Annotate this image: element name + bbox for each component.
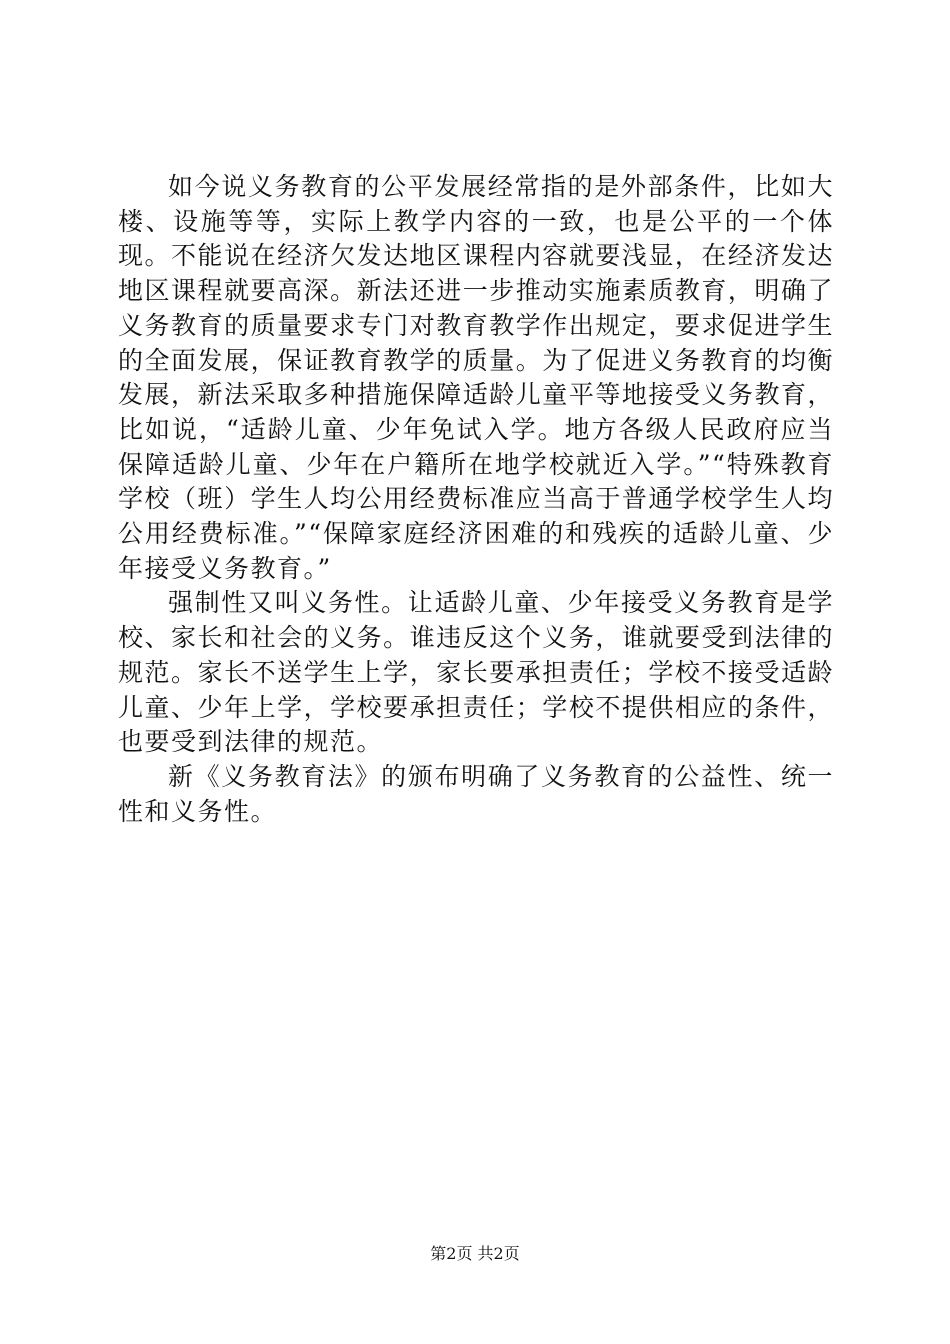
paragraph-2: 强制性又叫义务性。让适龄儿童、少年接受义务教育是学校、家长和社会的义务。谁违反这个义务，谁就要受到法律的规范。家长不送学生上学，家长要承担责任；学校不接受适龄儿童、少年上学，学校要承担责任；学校不提供相应的条件，也要受到法律的规范。 [118,588,834,757]
paragraph-3: 新《义务教育法》的颁布明确了义务教育的公益性、统一性和义务性。 [118,761,834,826]
document-body [118,170,834,829]
paragraph-1: 如今说义务教育的公平发展经常指的是外部条件，比如大楼、设施等等，实际上教学内容的一致，也是公平的一个体现。不能说在经济欠发达地区课程内容就要浅显，在经济发达地区课程就要高深。新法还进一步推动实施素质教育，明确了义务教育的质量要求专门对教育教学作出规定，要求促进学生的全面发展，保证教育教学的质量。为了促进义务教育的均衡发展，新法采取多种措施保障适龄儿童平等地接受义务教育，比如说，“适龄儿童、少年免试入学。地方各级人民政府应当保障适龄儿童、少年在户籍所在地学校就近入学。”“特殊教育学校（班）学生人均公用经费标准应当高于普通学校学生人均公用经费标准。”“保障家庭经济困难的和残疾的适龄儿童、少年接受义务教育。” [118,172,834,583]
page-footer: 第2页 共2页 [430,1244,520,1263]
